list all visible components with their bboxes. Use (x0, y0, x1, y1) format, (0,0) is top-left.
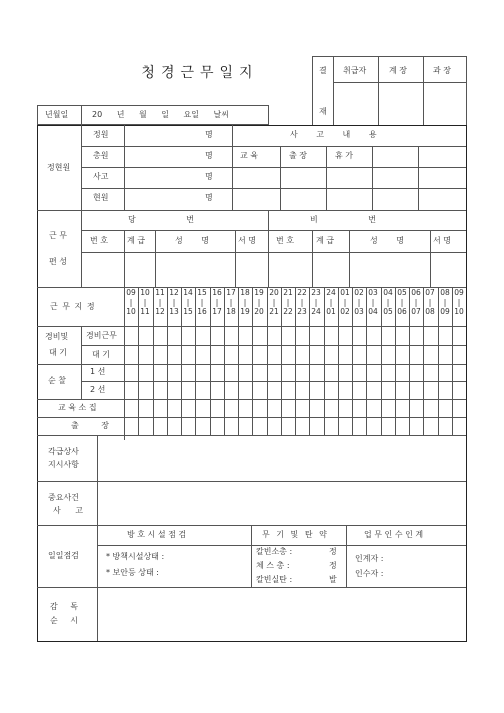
hour-start: 21 (283, 288, 293, 297)
daily-check-label: 일일점검 (48, 551, 79, 560)
hour-slot (281, 288, 295, 317)
patrol-row-1: 1 선 (90, 367, 106, 376)
guard-group-label-top: 경비및 (45, 332, 69, 341)
patrol-group-label: 순 찰 (48, 376, 66, 385)
accident-cat-education: 교 육 (240, 151, 258, 160)
hour-end: 21 (269, 307, 279, 316)
weapon-chest-unit: 정 (329, 561, 337, 570)
orders-label-top: 각급상사 (48, 447, 79, 456)
hour-slot (338, 288, 352, 317)
facility-light-status: * 보안등 상태 : (106, 568, 159, 577)
col-name: 성 명 (175, 236, 209, 245)
hour-start: 12 (169, 288, 179, 297)
approval-header-chief: 계 장 (389, 66, 407, 75)
business-trip-label: 출 장 (71, 421, 109, 430)
hour-slot (381, 288, 395, 317)
hour-start: 19 (254, 288, 264, 297)
handover-header: 업 무 인 수 인 계 (364, 530, 424, 539)
staff-unit: 명 (205, 151, 213, 160)
hour-start: 11 (155, 288, 165, 297)
hour-slot (295, 288, 309, 317)
approval-sign-manager[interactable] (424, 83, 466, 125)
hour-slot (238, 288, 252, 317)
hour-sep: | (200, 297, 204, 307)
hour-end: 17 (212, 307, 222, 316)
supervision-label-top: 감 독 (50, 602, 78, 611)
hour-start: 15 (197, 288, 207, 297)
hour-slot (195, 288, 209, 317)
hour-slot (124, 288, 138, 317)
hour-sep: | (443, 297, 447, 307)
hour-sep: | (457, 297, 461, 307)
hour-sep: | (229, 297, 233, 307)
accident-header: 사 고 내 용 (290, 130, 377, 139)
hour-sep: | (300, 297, 304, 307)
hour-start: 16 (212, 288, 222, 297)
incident-field[interactable] (98, 482, 466, 525)
hour-slot (267, 288, 281, 317)
incident-label-top: 중요사건 (48, 493, 79, 502)
hour-slot (309, 288, 323, 317)
hour-start: 24 (326, 288, 336, 297)
page-title: 청경근무일지 (141, 65, 259, 81)
staff-row-authorized: 정원 (93, 130, 109, 139)
handover-giver: 인계자 : (355, 554, 384, 563)
hour-sep: | (314, 297, 318, 307)
hour-slot (423, 288, 437, 317)
accident-cat-leave: 휴 가 (335, 151, 353, 160)
staffing-label: 정현원 (47, 163, 71, 172)
staff-unit: 명 (205, 130, 213, 139)
guard-row-duty: 경비근무 (86, 331, 117, 340)
hour-sep: | (186, 297, 190, 307)
date-content[interactable]: 20 년 월 일 요일 날씨 (92, 110, 229, 119)
weapon-carbine-label: 칼빈소총 : (256, 547, 293, 556)
hour-sep: | (272, 297, 276, 307)
hour-sep: | (414, 297, 418, 307)
staff-row-accident: 사고 (93, 172, 109, 181)
hour-slot (352, 288, 366, 317)
hour-end: 03 (354, 307, 364, 316)
staff-unit: 명 (205, 193, 213, 202)
hour-end: 18 (226, 307, 236, 316)
hour-start: 01 (340, 288, 350, 297)
hour-slot (409, 288, 423, 317)
hour-start: 05 (397, 288, 407, 297)
hour-start: 06 (411, 288, 421, 297)
duty-org-label-bottom: 편 성 (49, 257, 67, 266)
approval-sign-chief[interactable] (379, 83, 423, 125)
hour-slot (395, 288, 409, 317)
col-sign: 서 명 (433, 236, 451, 245)
hour-start: 09 (454, 288, 464, 297)
col-sign: 서 명 (238, 236, 256, 245)
hour-start: 04 (383, 288, 393, 297)
hour-end: 12 (155, 307, 165, 316)
hour-slot (181, 288, 195, 317)
hour-slot (366, 288, 380, 317)
shift-day-header: 당 번 (128, 215, 194, 224)
hour-sep: | (371, 297, 375, 307)
hour-slot (252, 288, 266, 317)
hour-slot (210, 288, 224, 317)
hour-end: 04 (368, 307, 378, 316)
hour-end: 09 (440, 307, 450, 316)
hour-end: 24 (311, 307, 321, 316)
supervision-label-bottom: 순 시 (50, 616, 78, 625)
hour-slot (167, 288, 181, 317)
supervision-field[interactable] (98, 588, 466, 641)
hour-slot (452, 288, 466, 317)
col-rank: 계 급 (316, 236, 334, 245)
hour-end: 05 (383, 307, 393, 316)
hour-start: 18 (240, 288, 250, 297)
hour-start: 07 (425, 288, 435, 297)
hour-sep: | (386, 297, 390, 307)
shift-off-header: 비 번 (310, 215, 376, 224)
approval-header-handler: 취급자 (343, 66, 367, 75)
hour-end: 11 (140, 307, 150, 316)
hour-start: 10 (140, 288, 150, 297)
col-number: 번 호 (276, 236, 294, 245)
staff-row-total: 총원 (93, 151, 109, 160)
hour-end: 15 (183, 307, 193, 316)
hour-start: 23 (311, 288, 321, 297)
hour-start: 09 (126, 288, 136, 297)
facility-fence-status: * 방책시설상태 : (106, 552, 165, 561)
hour-end: 01 (326, 307, 336, 316)
hour-end: 08 (425, 307, 435, 316)
hour-start: 20 (269, 288, 279, 297)
hour-end: 23 (297, 307, 307, 316)
facility-check-header: 방 호 시 설 점 검 (127, 530, 187, 539)
ammo-carbine-unit: 발 (329, 575, 337, 584)
guard-group-label-bottom: 대 기 (49, 348, 67, 357)
hour-sep: | (286, 297, 290, 307)
patrol-row-2: 2 선 (90, 385, 106, 394)
staff-unit: 명 (205, 172, 213, 181)
education-call-label: 교 육 소 집 (58, 403, 97, 412)
hour-slot (438, 288, 452, 317)
approval-label-top: 결 (319, 66, 327, 75)
date-label: 년월일 (45, 110, 69, 119)
hour-start: 08 (440, 288, 450, 297)
hour-end: 20 (254, 307, 264, 316)
hour-sep: | (400, 297, 404, 307)
staff-row-current: 현원 (93, 193, 109, 202)
approval-sign-handler[interactable] (334, 83, 378, 125)
hour-end: 06 (397, 307, 407, 316)
col-number: 번 호 (90, 236, 108, 245)
hour-sep: | (329, 297, 333, 307)
hour-end: 19 (240, 307, 250, 316)
col-name: 성 명 (370, 236, 404, 245)
hour-end: 16 (197, 307, 207, 316)
hour-slot (324, 288, 338, 317)
hour-start: 02 (354, 288, 364, 297)
incident-label-bottom: 사 고 (53, 506, 83, 515)
approval-header-manager: 과 장 (433, 66, 451, 75)
weapon-carbine-unit: 정 (329, 547, 337, 556)
ammo-carbine-label: 칼빈실탄 : (256, 575, 293, 584)
hour-start: 17 (226, 288, 236, 297)
orders-label-bottom: 지시사항 (48, 460, 79, 469)
hour-slot (224, 288, 238, 317)
hour-end: 22 (283, 307, 293, 316)
weapon-chest-label: 체 스 총 : (256, 561, 290, 570)
hour-sep: | (143, 297, 147, 307)
duty-org-label-top: 근 무 (49, 231, 67, 240)
hours-label: 근 무 지 정 (50, 302, 95, 311)
hour-slot (138, 288, 152, 317)
accident-cat-trip: 출 장 (289, 151, 307, 160)
hour-sep: | (428, 297, 432, 307)
hour-end: 07 (411, 307, 421, 316)
hour-sep: | (243, 297, 247, 307)
hour-start: 03 (368, 288, 378, 297)
col-rank: 계 급 (127, 236, 145, 245)
handover-receiver: 인수자 : (355, 569, 384, 578)
hour-end: 02 (340, 307, 350, 316)
hour-sep: | (172, 297, 176, 307)
weapons-header: 무 기 및 탄 약 (262, 530, 327, 539)
hour-slot (153, 288, 167, 317)
hour-end: 13 (169, 307, 179, 316)
hour-start: 14 (183, 288, 193, 297)
hour-sep: | (215, 297, 219, 307)
hour-sep: | (343, 297, 347, 307)
orders-field[interactable] (98, 436, 466, 481)
hour-end: 10 (126, 307, 136, 316)
hour-sep: | (257, 297, 261, 307)
hour-start: 22 (297, 288, 307, 297)
guard-row-standby: 대 기 (92, 350, 110, 359)
hour-sep: | (129, 297, 133, 307)
hour-end: 10 (454, 307, 464, 316)
hour-sep: | (158, 297, 162, 307)
hour-sep: | (357, 297, 361, 307)
approval-label-bottom: 재 (319, 107, 327, 116)
